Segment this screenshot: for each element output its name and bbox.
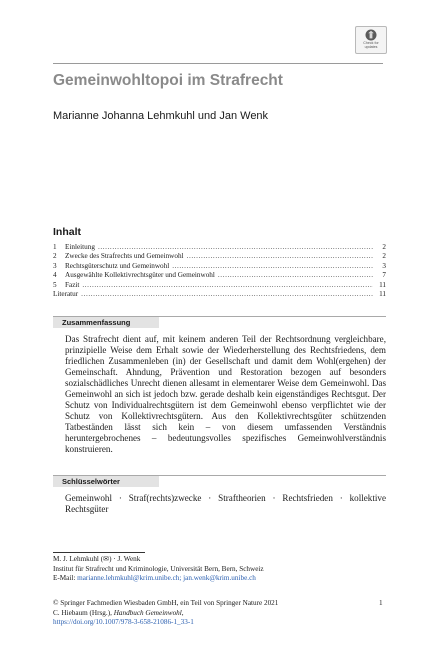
check-for-updates-icon (365, 29, 377, 41)
toc-heading: Inhalt (53, 226, 81, 238)
footnote-rule (53, 552, 145, 553)
toc-leader-dots (218, 271, 373, 280)
toc-entry[interactable] (53, 281, 386, 290)
toc-entry-title: Einleitung (65, 243, 95, 251)
toc-entry[interactable] (53, 243, 386, 252)
toc-entry[interactable] (53, 271, 386, 280)
badge-label-line2: updates (364, 45, 378, 49)
header-rule (53, 63, 383, 64)
toc-entry-title: Rechtsgüterschutz und Gemeinwohl (65, 261, 170, 270)
page-number: 1 (379, 599, 383, 607)
table-of-contents (53, 243, 386, 299)
toc-entry-page: 3 (382, 261, 386, 270)
toc-leader-dots (172, 262, 373, 271)
toc-entry-number: 2 (53, 252, 57, 261)
copyright-line: © Springer Fachmedien Wiesbaden GmbH, ein Teil von Springer Nature 2021 (53, 599, 279, 607)
citation-book-title: Handbuch Gemeinwohl (113, 608, 182, 617)
keywords-text: Gemeinwohl · Straf(rechts)zwecke · Straftheorien · Rechtsfrieden · kollektive Rechtsgüter (65, 493, 386, 515)
toc-entry-title: Fazit (65, 280, 80, 289)
toc-entry-number: 1 (53, 243, 57, 251)
toc-leader-dots (98, 243, 373, 252)
citation-line (53, 609, 184, 618)
chapter-title: Gemeinwohltopoi im Strafrecht (53, 72, 283, 89)
toc-entry-page: 2 (382, 252, 386, 261)
footnote-email-line (53, 574, 256, 583)
citation-editor: C. Hiebaum (Hrsg.), (53, 608, 114, 617)
citation-suffix: , (181, 608, 184, 617)
toc-leader-dots (82, 281, 373, 290)
abstract-text: Das Strafrecht dient auf, mit keinem anderen Teil der Rechtsordnung vergleichbare, prinzipielle Weise dem Erhalt sowie der Wiederherstellung des Rechtsfriedens, dem friedlichen Zusammenleben (in) der Gesellschaft und damit dem Wohl(ergehen) der Gemeinschaft. Ahndung, Prävention und Restoration bezogen auf besonders sozialschädliches Unrecht dienen allesamt in elementarer Weise dem Gemeinwohl. Das Gemeinwohl an sich ist jedoch bzw. gerade deshalb kein eigenständiges Rechtsgut. Der Schutz von Individualrechtsgütern ist dem Gemeinwohl ebenso verpflichtet wie der Schutz von Kollektivrechtsgütern. Aus den Kollektivrechtsgüter schützenden Tatbeständen lässt sich kein – von diesem umfassenden Verständnis heruntergebrochenes – bedeutungsvolles spezifisches Gemeinwohlverständnis konstruieren. (65, 334, 386, 455)
abstract-heading: Zusammenfassung (53, 317, 159, 328)
toc-leader-dots (81, 290, 373, 299)
keywords-heading: Schlüsselwörter (53, 476, 159, 487)
toc-entry-page: 2 (382, 243, 386, 251)
toc-entry-page: 11 (379, 280, 386, 289)
chapter-authors: Marianne Johanna Lehmkuhl und Jan Wenk (53, 110, 269, 122)
doi-link[interactable]: https://doi.org/10.1007/978-3-658-21086-1_33-1 (53, 618, 194, 626)
check-for-updates-badge[interactable] (355, 26, 387, 54)
toc-entry-title: Ausgewählte Kollektivrechtsgüter und Gemeinwohl (65, 271, 215, 280)
toc-entry-number: 4 (53, 271, 57, 280)
toc-entry[interactable] (53, 262, 386, 271)
toc-entry-title: Zwecke des Strafrechts und Gemeinwohl (65, 252, 184, 261)
toc-entry[interactable] (53, 252, 386, 261)
toc-entry[interactable] (53, 290, 386, 299)
toc-entry-page: 11 (379, 290, 386, 299)
toc-entry-page: 7 (382, 271, 386, 280)
footnote-authors: M. J. Lehmkuhl (✉) · J. Wenk (53, 555, 141, 563)
toc-entry-number: 5 (53, 280, 57, 289)
footnote-email-label: E-Mail: (53, 574, 78, 582)
footnote-institute: Institut für Strafrecht und Kriminologie, Universität Bern, Bern, Schweiz (53, 564, 264, 573)
toc-leader-dots (187, 252, 373, 261)
badge-label-line1: Check for (363, 41, 379, 45)
footnote-email-links[interactable]: marianne.lehmkuhl@krim.unibe.ch; jan.wenk@krim.unibe.ch (77, 574, 256, 582)
toc-entry-title: Literatur (53, 290, 79, 299)
toc-entry-number: 3 (53, 261, 57, 270)
